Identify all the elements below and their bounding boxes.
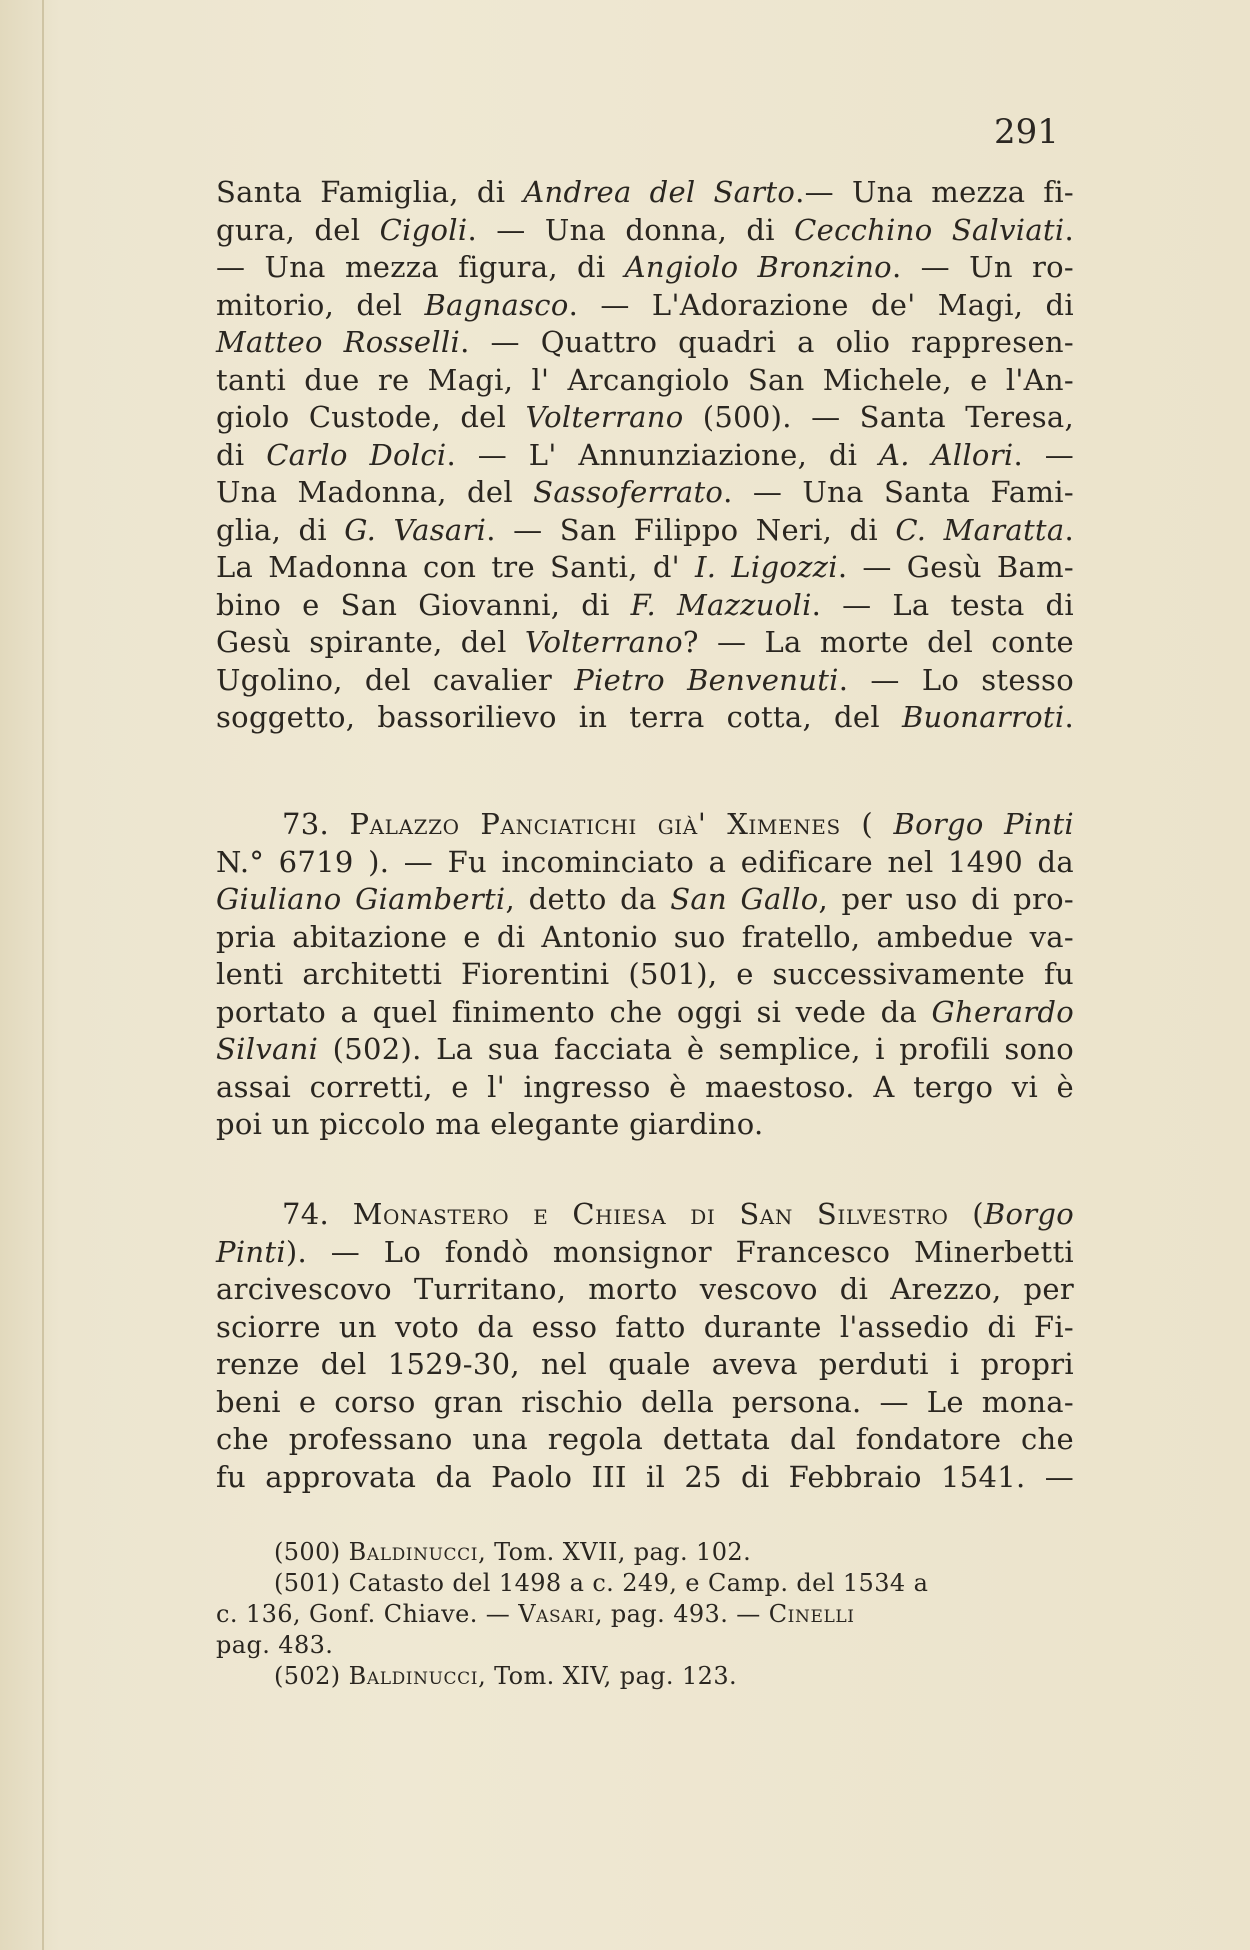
text-run: . — L'Adorazione de' Magi, di: [568, 287, 1074, 322]
text-run: Cinelli: [768, 1600, 855, 1628]
text-line: [216, 919, 1074, 957]
text-line: [216, 624, 1074, 662]
text-line: [216, 287, 1074, 325]
text-run: , pag. 493. —: [594, 1600, 769, 1628]
text-run: — Una mezza figura, di: [216, 250, 625, 284]
text-run: Ugolino, del cavalier: [216, 662, 575, 697]
text-run: bino e San Giovanni, di: [216, 587, 631, 622]
page-number: 291: [994, 112, 1059, 152]
text-run: . — San Filippo Neri, di: [486, 512, 896, 547]
footnote-line: [216, 1630, 1074, 1661]
text-line: [216, 1234, 1074, 1272]
text-run: Carlo Dolci: [266, 437, 447, 472]
text-line: [216, 956, 1074, 994]
text-run: G. Vasari: [344, 512, 487, 547]
text-run: . — Una Santa Fami-: [723, 475, 1074, 509]
text-run: lenti architetti Fiorentini (501), e successivamente fu: [216, 957, 1074, 991]
text-run: poi un piccolo ma elegante giardino.: [216, 1107, 764, 1141]
text-run: . — Una donna, di: [467, 212, 795, 247]
text-run: (: [948, 1197, 984, 1231]
text-line: [216, 1271, 1074, 1309]
text-run: Vasari: [518, 1600, 595, 1628]
text-run: (502): [274, 1662, 349, 1690]
text-run: Baldinucci: [348, 1538, 479, 1566]
text-run: soggetto, bassorilievo in terra cotta, del: [216, 700, 902, 734]
text-line: [216, 699, 1074, 737]
text-run: Palazzo Panciatichi già' Ximenes: [349, 807, 841, 841]
text-run: Pietro Benvenuti: [574, 662, 839, 697]
text-run: A. Allori: [879, 437, 1014, 472]
page-gutter: [42, 0, 44, 1950]
text-run: Angiolo Bronzino: [624, 250, 892, 284]
text-run: ? — La morte del conte: [682, 625, 1074, 659]
text-run: (502). La sua facciata è semplice, i profili sono: [318, 1032, 1074, 1066]
text-run: Borgo Pinti: [893, 807, 1075, 841]
text-run: La Madonna con tre Santi, d': [216, 550, 696, 584]
footnote-line: [216, 1537, 1074, 1568]
text-run: . —: [1013, 437, 1074, 472]
text-line: [216, 1459, 1074, 1497]
text-run: assai corretti, e l' ingresso è maestoso. A tergo vi è: [216, 1069, 1074, 1104]
text-run: Gherardo: [931, 994, 1074, 1029]
text-run: Volterrano: [524, 625, 683, 659]
text-line: [216, 362, 1074, 400]
text-line: [216, 662, 1074, 700]
text-line: [216, 587, 1074, 625]
text-line: [216, 474, 1074, 512]
entry-74-paragraph: [216, 1196, 1074, 1496]
text-run: renze del 1529-30, nel quale aveva perduti i propri: [216, 1347, 1074, 1381]
text-run: C. Maratta: [895, 512, 1065, 547]
text-line: [216, 994, 1074, 1032]
text-run: .: [1064, 512, 1074, 547]
text-run: sciorre un voto da esso fatto durante l'assedio di Fi-: [216, 1309, 1074, 1344]
text-line: [216, 1346, 1074, 1384]
text-run: Sassoferrato: [533, 475, 724, 509]
text-run: F. Mazzuoli: [630, 587, 812, 622]
text-run: tanti due re Magi, l' Arcangiolo San Michele, e l'An-: [216, 362, 1074, 397]
text-run: di: [216, 437, 267, 472]
entry-73-paragraph: [216, 806, 1074, 1144]
text-run: , per uso di pro-: [818, 882, 1074, 916]
text-run: . — Quattro quadri a olio rappresen-: [460, 325, 1074, 359]
text-line: [216, 324, 1074, 362]
text-run: . — Gesù Bam-: [837, 550, 1075, 584]
text-run: (501) Catasto del 1498 a c. 249, e Camp. del 1534 a: [274, 1569, 929, 1597]
text-line: [216, 174, 1074, 212]
text-run: .— Una mezza fi-: [795, 175, 1075, 209]
text-run: pag. 483.: [216, 1631, 334, 1659]
text-line: [216, 212, 1074, 250]
text-run: portato a quel finimento che oggi si vede da: [216, 994, 932, 1029]
text-run: (500): [274, 1538, 349, 1566]
text-line: [216, 1106, 1074, 1144]
text-run: Giuliano Giamberti: [216, 882, 506, 916]
text-run: Buonarroti: [901, 700, 1065, 734]
text-run: . — La testa di: [811, 587, 1074, 622]
text-run: beni e corso gran rischio della persona. — Le mona-: [216, 1384, 1074, 1419]
text-run: arcivescovo Turritano, morto vescovo di Arezzo, per: [216, 1272, 1074, 1306]
text-run: N.° 6719 ). — Fu incominciato a edificare nel 1490 da: [216, 844, 1074, 879]
text-run: gura, del: [216, 212, 380, 247]
text-run: . — Un ro-: [891, 250, 1074, 284]
text-run: 73.: [282, 807, 350, 841]
text-line: [216, 1196, 1074, 1234]
text-run: Andrea del Sarto: [523, 175, 796, 209]
text-run: (: [840, 807, 894, 841]
text-line: [216, 1309, 1074, 1347]
text-run: fu approvata da Paolo III il 25 di Febbraio 1541. —: [216, 1459, 1074, 1494]
text-run: Baldinucci: [348, 1662, 479, 1690]
text-line: [216, 881, 1074, 919]
footnote-line: [216, 1568, 1074, 1599]
text-line: [216, 437, 1074, 475]
text-run: Borgo: [983, 1197, 1074, 1231]
text-run: c. 136, Gonf. Chiave. —: [216, 1600, 519, 1628]
text-run: ). — Lo fondò monsignor Francesco Minerbetti: [285, 1234, 1074, 1269]
text-run: I. Ligozzi: [695, 550, 838, 584]
text-run: .: [1064, 212, 1074, 247]
text-run: Cigoli: [379, 212, 468, 247]
text-run: .: [1064, 700, 1074, 734]
text-run: Monastero e Chiesa di San Silvestro: [352, 1197, 949, 1231]
text-run: . — Lo stesso: [838, 662, 1074, 697]
text-run: glia, di: [216, 512, 345, 547]
text-run: che professano una regola dettata dal fondatore che: [216, 1422, 1074, 1456]
text-line: [216, 1421, 1074, 1459]
footnotes: [216, 1537, 1074, 1692]
text-run: Volterrano: [525, 400, 684, 434]
footnote-line: [216, 1599, 1074, 1630]
text-run: , detto da: [505, 882, 671, 916]
text-run: San Gallo: [670, 882, 819, 916]
text-line: [216, 399, 1074, 437]
text-line: [216, 1384, 1074, 1422]
text-line: [216, 806, 1074, 844]
text-line: [216, 1069, 1074, 1107]
text-line: [216, 549, 1074, 587]
text-line: [216, 844, 1074, 882]
text-run: . — L' Annunziazione, di: [446, 437, 880, 472]
text-run: mitorio, del: [216, 287, 425, 322]
text-run: Gesù spirante, del: [216, 625, 525, 659]
text-run: , Tom. XVII, pag. 102.: [478, 1538, 752, 1566]
text-run: Santa Famiglia, di: [216, 175, 524, 209]
text-line: [216, 512, 1074, 550]
text-run: 74.: [282, 1197, 353, 1231]
text-run: Bagnasco: [424, 287, 569, 322]
text-run: , Tom. XIV, pag. 123.: [478, 1662, 738, 1690]
continuation-paragraph: [216, 174, 1074, 737]
text-run: giolo Custode, del: [216, 400, 526, 434]
text-run: Una Madonna, del: [216, 475, 534, 509]
text-line: [216, 1031, 1074, 1069]
text-run: Cecchino Salviati: [794, 212, 1065, 247]
text-run: (500). — Santa Teresa,: [683, 400, 1074, 434]
text-run: pria abitazione e di Antonio suo fratello, ambedue va-: [216, 919, 1074, 954]
text-run: Pinti: [216, 1234, 286, 1269]
text-run: Silvani: [216, 1032, 319, 1066]
text-line: [216, 249, 1074, 287]
footnote-line: [216, 1661, 1074, 1692]
text-run: Matteo Rosselli: [216, 325, 461, 359]
